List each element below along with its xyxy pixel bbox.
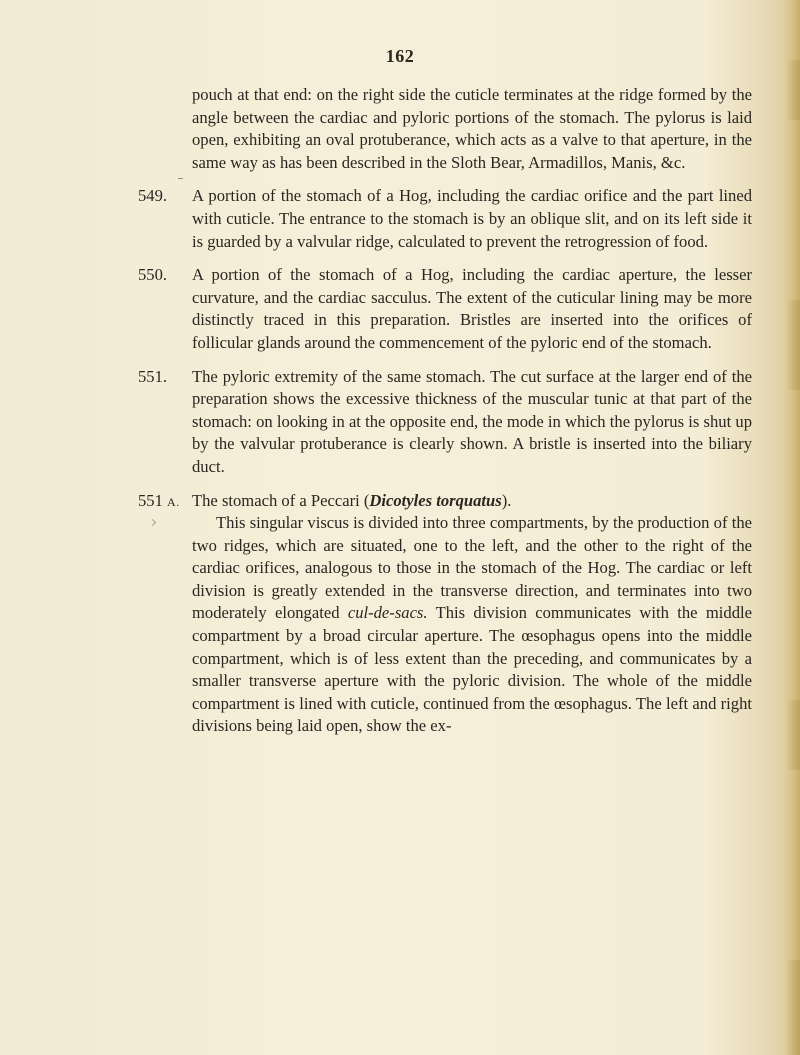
page-edge-shadow: [784, 0, 800, 1055]
entry-number: 551.: [138, 366, 168, 386]
ink-mark: [149, 519, 156, 526]
page-edge-stain: [786, 700, 800, 770]
entry-text: A portion of the stomach of a Hog, including the cardiac aperture, the lesser curvature, and the cardiac sacculus. The extent of the cuticular lining may be more distinctly traced in this preparation. Bristles are inserted into the orifices of follicular glands around the commencement of the pyloric end of the stomach.: [192, 265, 752, 352]
italic-term: cul-de-sacs.: [347, 603, 428, 623]
catalogue-entry: [138, 366, 752, 479]
entry-heading-suffix: ).: [501, 490, 512, 510]
entry-number-suffix: A.: [167, 494, 180, 509]
catalogue-entry: [138, 185, 752, 253]
entry-number-main: 551: [138, 490, 163, 510]
entry-number: 549.: [138, 186, 168, 206]
entry-body-part1: This singular viscus is divided into three compartments, by the production of the two ridges, which are situated, one to the left, and the other to the right of the cardiac orifices, analogous to those in the stomach of the Hog. The cardiac or left division is greatly extended in the transverse direction, and terminates into two moderately elongated: [192, 513, 752, 623]
catalogue-entry-551a: [138, 490, 752, 739]
entry-number: [138, 490, 180, 514]
page-edge-stain: [786, 300, 800, 390]
ink-mark: [178, 178, 183, 179]
entry-body-part2: This division communicates with the middle compartment by a broad circular aperture. The œsophagus opens into the middle compartment, which is of less extent than the preceding, and communicates by a smaller transverse aperture with the pyloric division. The whole of the middle compartment is lined with cuticle, continued from the œsophagus. The left and right divisions being laid open, show the ex-: [192, 603, 752, 736]
entry-text: A portion of the stomach of a Hog, including the cardiac orifice and the part lined with cuticle. The entrance to the stomach is by an oblique slit, and on its left side it is guarded by a valvular ridge, calculated to prevent the retrogression of food.: [192, 186, 752, 251]
entry-heading-prefix: The stomach of a Peccari (: [192, 490, 370, 510]
entry-text: The pyloric extremity of the same stomach. The cut surface at the larger end of the preparation shows the excessive thickness of the muscular tunic at that part of the stomach: on looking in at the opposite end, the mode in which the pylorus is shut up by the valvular protuberance is clearly shown. A bristle is inserted into the biliary duct.: [192, 366, 752, 476]
entry-body: [192, 512, 752, 738]
page-edge-stain: [786, 60, 800, 120]
catalogue-entry: [138, 264, 752, 354]
page-number: 162: [385, 46, 415, 66]
intro-paragraph: pouch at that end: on the right side the cuticle terminates at the ridge formed by the angle between the cardiac and pyloric portions of the stomach. The pylorus is laid open, exhibiting an oval protuberance, which acts as a valve to that aperture, in the same way as has been described in the Sloth Bear, Armadillos, Manis, &c.: [192, 85, 752, 172]
entry-heading: [192, 490, 752, 513]
page-edge-stain: [786, 960, 800, 1055]
page-body: [138, 84, 752, 749]
species-name: Dicotyles torquatus: [369, 490, 502, 510]
entry-number: 550.: [138, 265, 168, 285]
